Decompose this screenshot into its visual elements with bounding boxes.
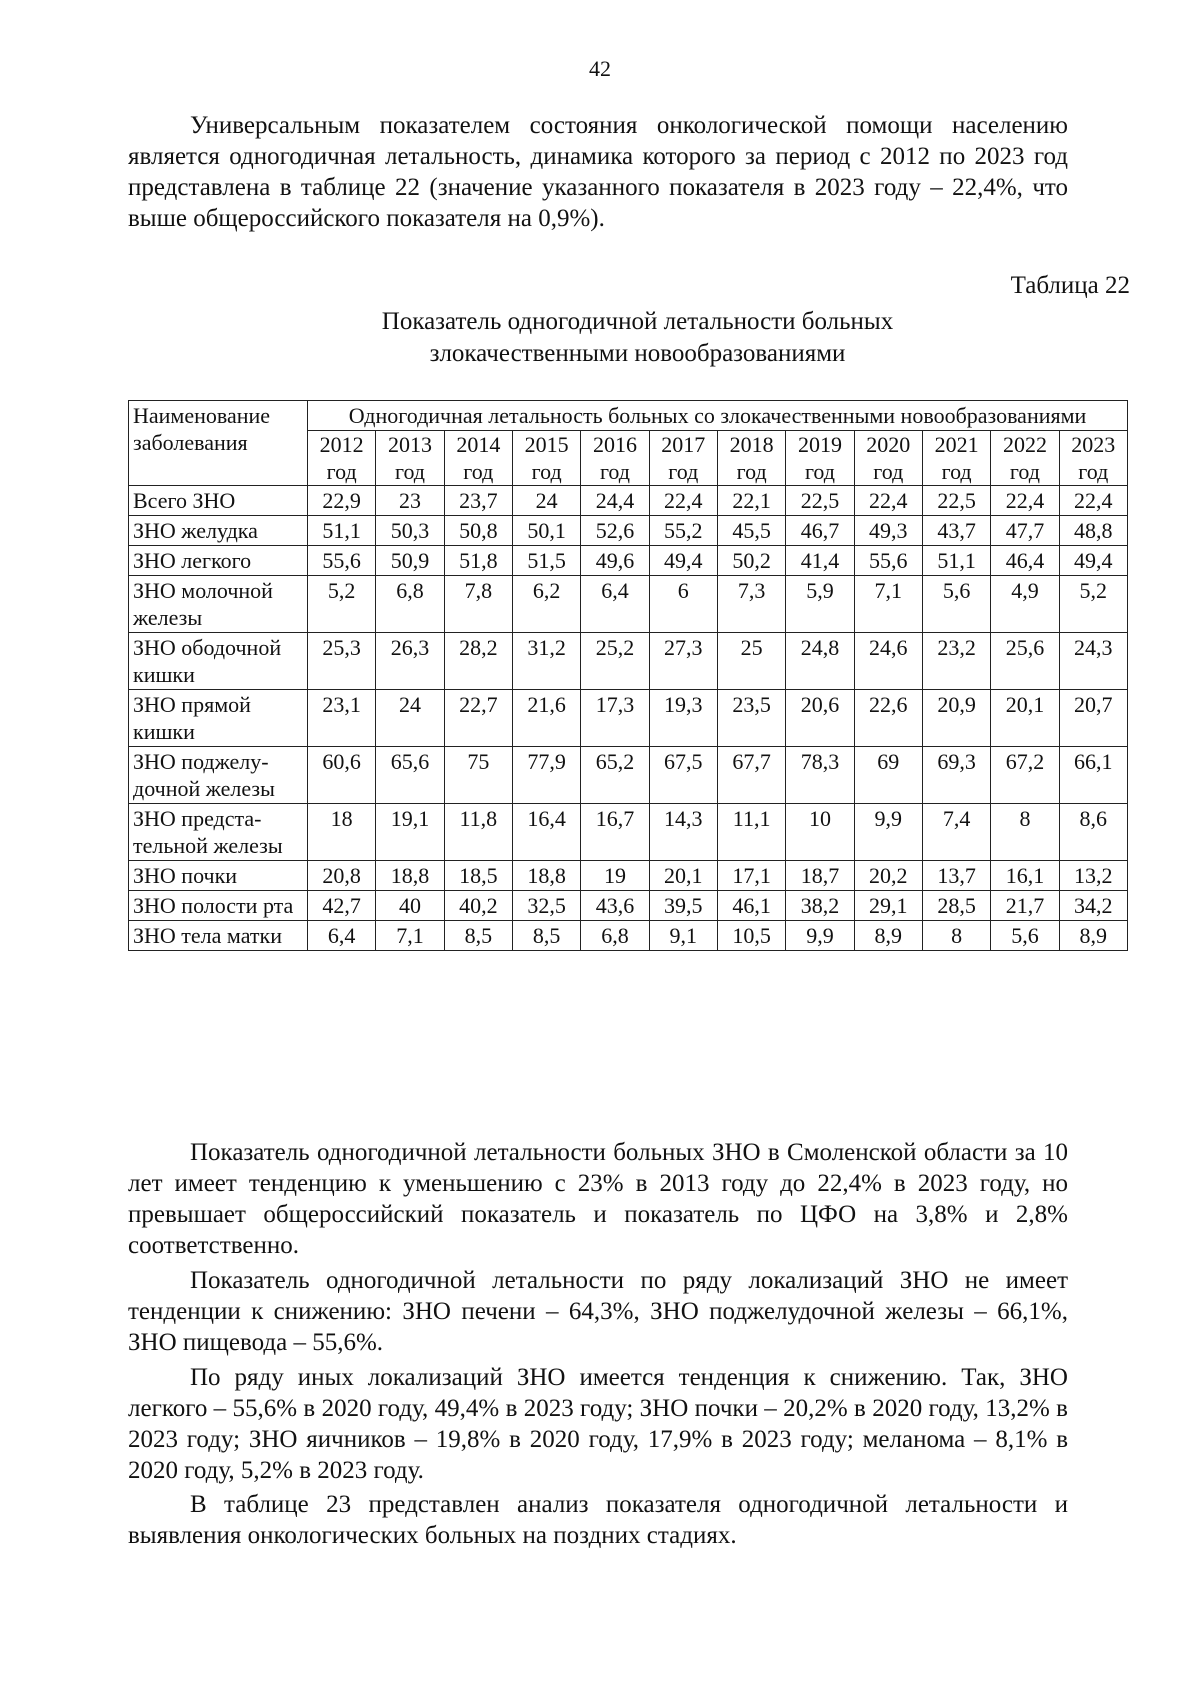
table-row — [129, 516, 1128, 546]
value-cell: 22,4 — [991, 486, 1059, 516]
value-cell: 51,1 — [308, 516, 376, 546]
value-cell: 10 — [786, 804, 854, 861]
value-cell: 19,3 — [649, 690, 717, 747]
value-cell: 46,4 — [991, 546, 1059, 576]
table-body — [129, 486, 1128, 951]
value-cell: 32,5 — [512, 891, 580, 921]
row-name-cell: Всего ЗНО — [129, 486, 308, 516]
year-header: 2019 год — [786, 431, 854, 486]
value-cell: 22,4 — [1059, 486, 1127, 516]
value-cell: 43,6 — [581, 891, 649, 921]
value-cell: 25,6 — [991, 633, 1059, 690]
row-name-cell: ЗНО поджелу-дочной железы — [129, 747, 308, 804]
value-cell: 23,1 — [308, 690, 376, 747]
value-cell: 6 — [649, 576, 717, 633]
table-row — [129, 747, 1128, 804]
value-cell: 65,6 — [376, 747, 444, 804]
value-cell: 49,4 — [649, 546, 717, 576]
value-cell: 19 — [581, 861, 649, 891]
table-row — [129, 633, 1128, 690]
year-header: 2014 год — [444, 431, 512, 486]
value-cell: 69 — [854, 747, 922, 804]
value-cell: 26,3 — [376, 633, 444, 690]
row-name-cell: ЗНО желудка — [129, 516, 308, 546]
value-cell: 22,5 — [786, 486, 854, 516]
value-cell: 22,1 — [717, 486, 785, 516]
value-cell: 13,2 — [1059, 861, 1127, 891]
value-cell: 77,9 — [512, 747, 580, 804]
row-name-cell: ЗНО тела матки — [129, 921, 308, 951]
value-cell: 20,9 — [922, 690, 990, 747]
value-cell: 20,7 — [1059, 690, 1127, 747]
value-cell: 7,4 — [922, 804, 990, 861]
value-cell: 20,2 — [854, 861, 922, 891]
value-cell: 45,5 — [717, 516, 785, 546]
value-cell: 50,2 — [717, 546, 785, 576]
value-cell: 8,9 — [1059, 921, 1127, 951]
value-cell: 18,8 — [376, 861, 444, 891]
value-cell: 13,7 — [922, 861, 990, 891]
value-cell: 51,5 — [512, 546, 580, 576]
table-row — [129, 546, 1128, 576]
value-cell: 10,5 — [717, 921, 785, 951]
value-cell: 19,1 — [376, 804, 444, 861]
value-cell: 16,4 — [512, 804, 580, 861]
table-title-line1: Показатель одногодичной летальности больных — [381, 308, 894, 335]
year-header: 2015 год — [512, 431, 580, 486]
value-cell: 50,9 — [376, 546, 444, 576]
group-column-header: Одногодичная летальность больных со злокачественными новообразованиями — [308, 401, 1128, 431]
value-cell: 20,8 — [308, 861, 376, 891]
value-cell: 6,4 — [581, 576, 649, 633]
value-cell: 78,3 — [786, 747, 854, 804]
value-cell: 20,1 — [649, 861, 717, 891]
value-cell: 25,2 — [581, 633, 649, 690]
value-cell: 69,3 — [922, 747, 990, 804]
value-cell: 51,1 — [922, 546, 990, 576]
table-row — [129, 486, 1128, 516]
year-header: 2023 год — [1059, 431, 1127, 486]
value-cell: 42,7 — [308, 891, 376, 921]
value-cell: 25,3 — [308, 633, 376, 690]
value-cell: 60,6 — [308, 747, 376, 804]
value-cell: 20,1 — [991, 690, 1059, 747]
value-cell: 43,7 — [922, 516, 990, 546]
value-cell: 47,7 — [991, 516, 1059, 546]
value-cell: 22,9 — [308, 486, 376, 516]
value-cell: 8 — [991, 804, 1059, 861]
paragraph-2: Показатель одногодичной летальности больных ЗНО в Смоленской области за 10 лет имеет тенденцию к уменьшению с 23% в 2013 году до 22,4% в 2023 году, но превышает общероссийский показатель и показатель по ЦФО на 3,8% и 2,8% соответственно. — [128, 1139, 1068, 1259]
value-cell: 28,5 — [922, 891, 990, 921]
value-cell: 23 — [376, 486, 444, 516]
value-cell: 22,4 — [649, 486, 717, 516]
value-cell: 7,8 — [444, 576, 512, 633]
value-cell: 18,8 — [512, 861, 580, 891]
value-cell: 24 — [512, 486, 580, 516]
value-cell: 8,5 — [444, 921, 512, 951]
year-header: 2016 год — [581, 431, 649, 486]
value-cell: 23,7 — [444, 486, 512, 516]
table-header-row — [129, 401, 1128, 431]
value-cell: 24 — [376, 690, 444, 747]
row-name-cell: ЗНО прямой кишки — [129, 690, 308, 747]
value-cell: 22,5 — [922, 486, 990, 516]
value-cell: 24,4 — [581, 486, 649, 516]
value-cell: 6,4 — [308, 921, 376, 951]
year-header: 2017 год — [649, 431, 717, 486]
value-cell: 7,1 — [376, 921, 444, 951]
value-cell: 67,2 — [991, 747, 1059, 804]
value-cell: 29,1 — [854, 891, 922, 921]
value-cell: 9,9 — [854, 804, 922, 861]
value-cell: 51,8 — [444, 546, 512, 576]
table-row — [129, 891, 1128, 921]
value-cell: 24,6 — [854, 633, 922, 690]
value-cell: 49,4 — [1059, 546, 1127, 576]
intro-paragraph: Универсальным показателем состояния онкологической помощи населению является одногодичная летальность, динамика которого за период с 2012 по 2023 год представлена в таблице 22 (значение указанного показателя в 2023 году – 22,4%, что выше общероссийского показателя на 0,9%). — [128, 112, 1068, 232]
value-cell: 48,8 — [1059, 516, 1127, 546]
value-cell: 20,6 — [786, 690, 854, 747]
value-cell: 5,9 — [786, 576, 854, 633]
value-cell: 23,2 — [922, 633, 990, 690]
year-header: 2022 год — [991, 431, 1059, 486]
year-header: 2012 год — [308, 431, 376, 486]
value-cell: 40 — [376, 891, 444, 921]
paragraph-4: По ряду иных локализаций ЗНО имеется тенденция к снижению. Так, ЗНО легкого – 55,6% в 2020 году, 49,4% в 2023 году; ЗНО почки – 20,2% в 2020 году, 13,2% в 2023 году; ЗНО яичников – 19,8% в 2020 году, 17,9% в 2023 году; меланома – 8,1% в 2020 году, 5,2% в 2023 году. — [128, 1364, 1068, 1484]
year-header: 2020 год — [854, 431, 922, 486]
value-cell: 18,7 — [786, 861, 854, 891]
table-row — [129, 861, 1128, 891]
value-cell: 16,1 — [991, 861, 1059, 891]
table-title-line2: злокачественными новообразованиями — [429, 340, 846, 367]
value-cell: 5,6 — [991, 921, 1059, 951]
row-name-cell: ЗНО полости рта — [129, 891, 308, 921]
value-cell: 11,8 — [444, 804, 512, 861]
value-cell: 18,5 — [444, 861, 512, 891]
value-cell: 22,6 — [854, 690, 922, 747]
page-number: 42 — [589, 56, 611, 81]
value-cell: 4,9 — [991, 576, 1059, 633]
value-cell: 7,1 — [854, 576, 922, 633]
value-cell: 49,3 — [854, 516, 922, 546]
value-cell: 6,8 — [581, 921, 649, 951]
value-cell: 6,8 — [376, 576, 444, 633]
table-label: Таблица 22 — [1010, 272, 1130, 299]
value-cell: 66,1 — [1059, 747, 1127, 804]
row-name-cell: ЗНО предста-тельной железы — [129, 804, 308, 861]
row-name-cell: ЗНО ободочной кишки — [129, 633, 308, 690]
value-cell: 17,1 — [717, 861, 785, 891]
value-cell: 8 — [922, 921, 990, 951]
value-cell: 50,8 — [444, 516, 512, 546]
value-cell: 38,2 — [786, 891, 854, 921]
value-cell: 31,2 — [512, 633, 580, 690]
value-cell: 50,1 — [512, 516, 580, 546]
paragraph-5: В таблице 23 представлен анализ показателя одногодичной летальности и выявления онкологических больных на поздних стадиях. — [128, 1491, 1068, 1549]
value-cell: 14,3 — [649, 804, 717, 861]
value-cell: 8,9 — [854, 921, 922, 951]
value-cell: 24,3 — [1059, 633, 1127, 690]
name-column-header: Наименование заболевания — [129, 401, 308, 486]
value-cell: 55,6 — [308, 546, 376, 576]
value-cell: 8,6 — [1059, 804, 1127, 861]
value-cell: 17,3 — [581, 690, 649, 747]
year-header: 2021 год — [922, 431, 990, 486]
value-cell: 67,7 — [717, 747, 785, 804]
value-cell: 49,6 — [581, 546, 649, 576]
value-cell: 8,5 — [512, 921, 580, 951]
value-cell: 5,2 — [1059, 576, 1127, 633]
value-cell: 5,2 — [308, 576, 376, 633]
table-row — [129, 804, 1128, 861]
value-cell: 55,2 — [649, 516, 717, 546]
value-cell: 23,5 — [717, 690, 785, 747]
value-cell: 55,6 — [854, 546, 922, 576]
table-row — [129, 690, 1128, 747]
row-name-cell: ЗНО молочной железы — [129, 576, 308, 633]
paragraph-3: Показатель одногодичной летальности по ряду локализаций ЗНО не имеет тенденции к снижению: ЗНО печени – 64,3%, ЗНО поджелудочной железы – 66,1%, ЗНО пищевода – 55,6%. — [128, 1267, 1068, 1356]
value-cell: 50,3 — [376, 516, 444, 546]
value-cell: 67,5 — [649, 747, 717, 804]
value-cell: 52,6 — [581, 516, 649, 546]
value-cell: 24,8 — [786, 633, 854, 690]
value-cell: 22,7 — [444, 690, 512, 747]
value-cell: 75 — [444, 747, 512, 804]
row-name-cell: ЗНО почки — [129, 861, 308, 891]
value-cell: 5,6 — [922, 576, 990, 633]
year-header: 2018 год — [717, 431, 785, 486]
value-cell: 25 — [717, 633, 785, 690]
value-cell: 40,2 — [444, 891, 512, 921]
value-cell: 65,2 — [581, 747, 649, 804]
value-cell: 27,3 — [649, 633, 717, 690]
value-cell: 21,7 — [991, 891, 1059, 921]
value-cell: 21,6 — [512, 690, 580, 747]
mortality-table — [128, 400, 1128, 951]
row-name-cell: ЗНО легкого — [129, 546, 308, 576]
value-cell: 18 — [308, 804, 376, 861]
value-cell: 11,1 — [717, 804, 785, 861]
table-row — [129, 921, 1128, 951]
value-cell: 9,9 — [786, 921, 854, 951]
value-cell: 34,2 — [1059, 891, 1127, 921]
value-cell: 39,5 — [649, 891, 717, 921]
value-cell: 6,2 — [512, 576, 580, 633]
table-row — [129, 576, 1128, 633]
value-cell: 22,4 — [854, 486, 922, 516]
year-header: 2013 год — [376, 431, 444, 486]
value-cell: 46,7 — [786, 516, 854, 546]
value-cell: 46,1 — [717, 891, 785, 921]
value-cell: 9,1 — [649, 921, 717, 951]
value-cell: 28,2 — [444, 633, 512, 690]
table-title — [0, 306, 1200, 370]
value-cell: 41,4 — [786, 546, 854, 576]
value-cell: 7,3 — [717, 576, 785, 633]
value-cell: 16,7 — [581, 804, 649, 861]
